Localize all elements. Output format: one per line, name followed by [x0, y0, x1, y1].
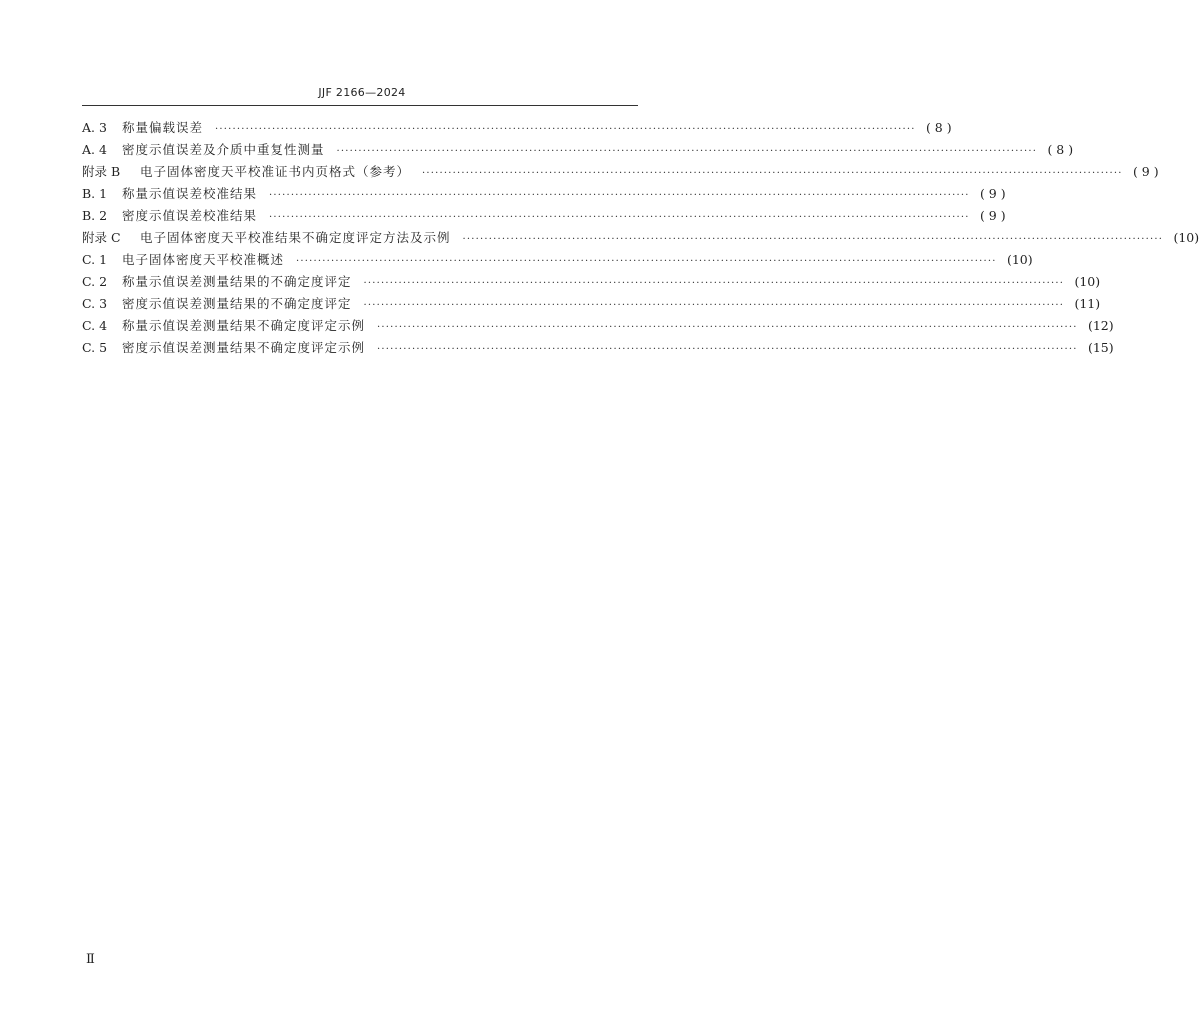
toc-entry-title: 电子固体密度天平校准概述 — [122, 252, 285, 267]
toc-entry[interactable] — [82, 118, 952, 140]
toc-entry-page: (10) — [1173, 230, 1199, 245]
toc-entry-number: A. 4 — [82, 142, 107, 157]
toc-dot-leader: ································································································································································ — [363, 300, 1065, 311]
toc-dot-leader: ································································································································································ — [462, 234, 1164, 245]
toc-dot-leader: ································································································································································ — [215, 124, 916, 135]
toc-entry-title: 称量示值误差测量结果的不确定度评定 — [122, 274, 352, 289]
toc-entry-page: ( 8 ) — [925, 120, 952, 135]
toc-entry-page: (11) — [1074, 296, 1101, 311]
toc-entry-page: ( 9 ) — [979, 186, 1006, 201]
toc-dot-leader: ································································································································································ — [296, 256, 997, 267]
header-rule — [82, 105, 638, 106]
toc-entry-page: ( 8 ) — [1047, 142, 1074, 157]
toc-entry-number: 附录 B — [82, 164, 121, 179]
toc-entry[interactable] — [82, 140, 1074, 162]
toc-entry-number: C. 5 — [82, 340, 108, 355]
toc-entry-number: A. 3 — [82, 120, 107, 135]
toc-entry-page: (10) — [1074, 274, 1101, 289]
toc-entry[interactable] — [82, 162, 1159, 184]
toc-entry-page: ( 9 ) — [979, 208, 1006, 223]
toc-entry[interactable] — [82, 338, 1114, 360]
table-of-contents — [82, 118, 1199, 360]
document-code-header: JJF 2166—2024 — [318, 86, 406, 99]
toc-entry[interactable] — [82, 272, 1101, 294]
toc-entry-title: 电子固体密度天平校准结果不确定度评定方法及示例 — [140, 230, 451, 245]
toc-entry-number: C. 3 — [82, 296, 108, 311]
toc-entry-title: 称量偏载误差 — [122, 120, 204, 135]
toc-entry-number: B. 2 — [82, 208, 108, 223]
toc-entry-title: 电子固体密度天平校准证书内页格式（参考） — [140, 164, 411, 179]
toc-entry[interactable] — [82, 228, 1199, 250]
toc-dot-leader: ································································································································································ — [422, 168, 1123, 179]
toc-entry-page: ( 9 ) — [1132, 164, 1159, 179]
toc-entry-title: 密度示值误差测量结果的不确定度评定 — [122, 296, 352, 311]
toc-dot-leader: ································································································································································ — [377, 344, 1078, 355]
toc-entry-title: 称量示值误差测量结果不确定度评定示例 — [122, 318, 366, 333]
toc-entry-page: (12) — [1087, 318, 1114, 333]
toc-dot-leader: ································································································································································ — [377, 322, 1078, 333]
toc-entry-number: C. 4 — [82, 318, 108, 333]
toc-dot-leader: ································································································································································ — [336, 146, 1038, 157]
footer-page-number: Ⅱ — [86, 952, 95, 967]
toc-entry-title: 称量示值误差校准结果 — [122, 186, 258, 201]
toc-entry[interactable] — [82, 294, 1101, 316]
toc-entry-number: B. 1 — [82, 186, 108, 201]
toc-entry-page: (10) — [1006, 252, 1033, 267]
toc-entry-title: 密度示值误差及介质中重复性测量 — [122, 142, 325, 157]
toc-entry[interactable] — [82, 184, 1006, 206]
toc-entry-title: 密度示值误差校准结果 — [122, 208, 258, 223]
toc-dot-leader: ································································································································································ — [269, 190, 970, 201]
toc-entry[interactable] — [82, 206, 1006, 228]
toc-entry-number: C. 2 — [82, 274, 108, 289]
toc-entry[interactable] — [82, 250, 1033, 272]
toc-entry-title: 密度示值误差测量结果不确定度评定示例 — [122, 340, 366, 355]
toc-entry-number: C. 1 — [82, 252, 108, 267]
toc-dot-leader: ································································································································································ — [363, 278, 1065, 289]
toc-entry-number: 附录 C — [82, 230, 121, 245]
toc-dot-leader: ································································································································································ — [269, 212, 970, 223]
toc-entry-page: (15) — [1087, 340, 1114, 355]
toc-entry[interactable] — [82, 316, 1114, 338]
